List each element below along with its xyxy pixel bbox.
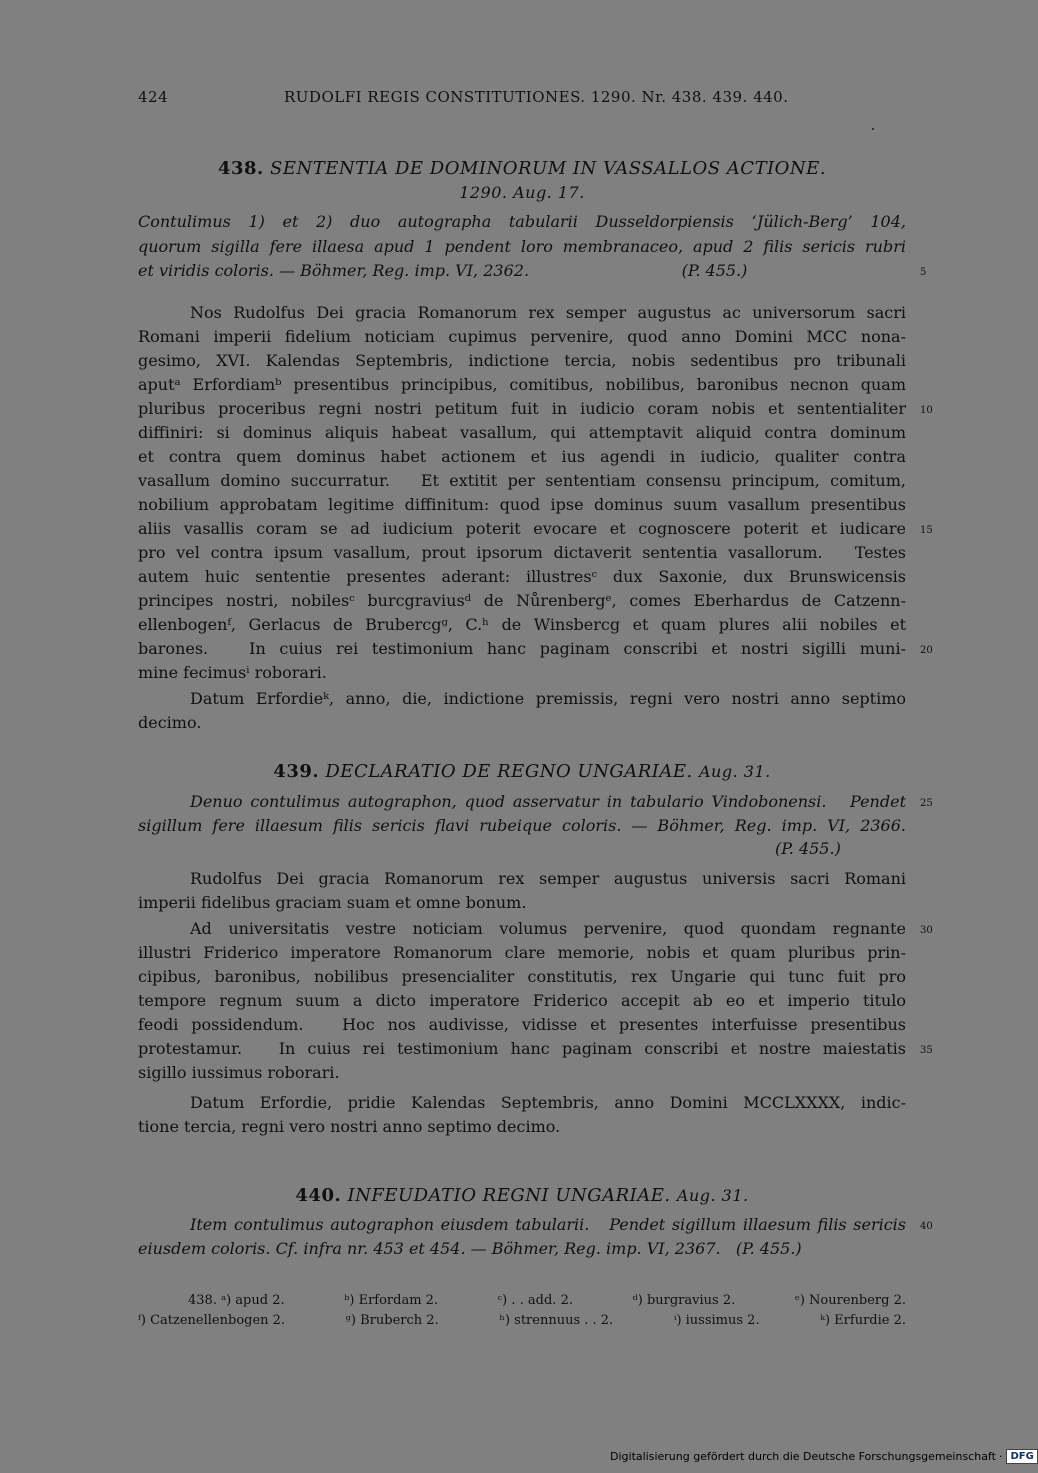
doc-440-date: Aug. 31.: [676, 1186, 749, 1205]
dfg-logo-icon: DFG: [1006, 1449, 1037, 1464]
footnote: ᵍ) Bruberch 2.: [345, 1313, 439, 1328]
doc-438-number: 438.: [217, 158, 264, 179]
credit-text: Digitalisierung gefördert durch die Deutsche Forschungsgemeinschaft: [610, 1450, 996, 1463]
doc-439-body-line: protestamur. In cuius rei testimonium hanc paginam conscribi et nostre maiestatis: [138, 1039, 906, 1058]
footnote: ʰ) strennuus . . 2.: [499, 1313, 614, 1328]
doc-438-body-line: aliis vasallis coram se ad iudicium poterit evocare et cognoscere poterit et iudicare: [138, 519, 906, 538]
doc-438-body-line: ellenbogenᶠ, Gerlacus de Brubercgᵍ, C.ʰ de Winsbercg et quam plures alii nobiles et: [138, 615, 906, 634]
doc-440-heading: INFEUDATIO REGNI UNGARIAE.: [347, 1185, 671, 1206]
doc-439-body-line: Rudolfus Dei gracia Romanorum rex semper augustus universis sacri Romani: [190, 869, 906, 888]
doc-438-datum-line: decimo.: [138, 713, 202, 732]
margin-line-number: 30: [920, 925, 933, 936]
doc-438-title: [138, 157, 906, 181]
footnote: 438. ᵃ) apud 2.: [188, 1293, 285, 1308]
doc-438-body-line: nobilium approbatam legitime diffinitum: quod ipse dominus suum vasallum presentibus: [138, 495, 906, 514]
margin-line-number: 40: [920, 1221, 933, 1232]
doc-438-body-line: aputᵃ Erfordiamᵇ presentibus principibus, comitibus, nobilibus, baronibus necnon quam: [138, 375, 906, 394]
doc-439-body-line: illustri Friderico imperatore Romanorum clare memorie, nobis et quam pluribus prin-: [138, 943, 906, 962]
doc-438-body-line: gesimo, XVI. Kalendas Septembris, indictione tercia, nobis sedentibus pro tribunali: [138, 351, 906, 370]
doc-439-body-line: feodi possidendum. Hoc nos audivisse, vidisse et presentes interfuisse presentibus: [138, 1015, 906, 1034]
margin-line-number: 25: [920, 798, 933, 809]
doc-438-body-line: autem huic sententie presentes aderant: illustresᶜ dux Saxonie, dux Brunswicensis: [138, 567, 906, 586]
doc-438-body-line: barones. In cuius rei testimonium hanc paginam conscribi et nostri sigilli muni-: [138, 639, 906, 658]
doc-438-body-line: pluribus proceribus regni nostri petitum fuit in iudicio coram nobis et sententialiter: [138, 399, 906, 418]
footnote-row: [188, 1292, 906, 1310]
footnote-row: [138, 1312, 906, 1330]
footnote: ᵉ) Nourenberg 2.: [794, 1293, 906, 1308]
doc-439-body-line: tempore regnum suum a dicto imperatore Friderico accepit ab eo et imperio titulo: [138, 991, 906, 1010]
doc-439-intro-line: sigillum fere illaesum filis sericis flavi rubeique coloris. — Böhmer, Reg. imp. VI, 2366.: [138, 816, 906, 835]
footnote: ⁱ) iussimus 2.: [673, 1313, 760, 1328]
doc-440-number: 440.: [295, 1185, 342, 1206]
footnote: ᵇ) Erfordam 2.: [344, 1293, 439, 1308]
doc-439-datum-line: Datum Erfordie, pridie Kalendas Septembris, anno Domini MCCLXXXX, indic-: [190, 1093, 906, 1112]
scan-speck: [872, 128, 874, 130]
doc-440-intro-line: Item contulimus autographon eiusdem tabularii. Pendet sigillum illaesum filis sericis: [190, 1215, 906, 1234]
doc-438-body-line: pro vel contra ipsum vasallum, prout ipsorum dictaverit sententia vasallorum. Testes: [138, 543, 906, 562]
margin-line-number: 10: [920, 405, 933, 416]
running-head: RUDOLFI REGIS CONSTITUTIONES. 1290. Nr. 438. 439. 440.: [284, 88, 789, 106]
doc-439-date: Aug. 31.: [698, 762, 771, 781]
footnote: ᶜ) . . add. 2.: [497, 1293, 573, 1308]
doc-438-datum-line: Datum Erfordieᵏ, anno, die, indictione premissis, regni vero nostri anno septimo: [190, 689, 906, 708]
doc-439-intro-line: Denuo contulimus autographon, quod asservatur in tabulario Vindobonensi. Pendet: [190, 792, 906, 811]
doc-438-body-line: Romani imperii fidelium noticiam cupimus pervenire, quod anno Domini MCC nona-: [138, 327, 906, 346]
digitization-credit: [610, 1449, 1038, 1464]
doc-438-body-line: diffiniri: si dominus aliquis habeat vasallum, qui attemptavit aliquid contra dominum: [138, 423, 906, 442]
doc-438-body-line: principes nostri, nobilesᶜ burcgraviusᵈ de Nůrenbergᵉ, comes Eberhardus de Catzenn-: [138, 591, 906, 610]
credit-separator: ·: [998, 1450, 1003, 1463]
doc-438-intro-line: et viridis coloris. — Böhmer, Reg. imp. VI, 2362. (P. 455.): [138, 261, 748, 280]
doc-439-body-line: sigillo iussimus roborari.: [138, 1063, 340, 1082]
doc-438-body-line: et contra quem dominus habet actionem et ius agendi in iudicio, qualiter contra: [138, 447, 906, 466]
margin-line-number: 20: [920, 645, 933, 656]
page-number: 424: [138, 88, 169, 106]
doc-438-intro-line: quorum sigilla fere illaesa apud 1 pendent loro membranaceo, apud 2 filis sericis rubri: [138, 237, 906, 256]
doc-438-date: 1290. Aug. 17.: [459, 183, 585, 202]
footnote: ᵈ) burgravius 2.: [632, 1293, 736, 1308]
doc-439-body-line: Ad universitatis vestre noticiam volumus pervenire, quod quondam regnante: [190, 919, 906, 938]
doc-438-body-line: Nos Rudolfus Dei gracia Romanorum rex semper augustus ac universorum sacri: [190, 303, 906, 322]
doc-439-title: [138, 760, 906, 784]
doc-438-body-line: vasallum domino succurratur. Et extitit per sententiam consensu principum, comitum,: [138, 471, 906, 490]
doc-439-body-line: cipibus, baronibus, nobilibus presencialiter constitutis, rex Ungarie qui tunc fuit pro: [138, 967, 906, 986]
doc-439-body-line: imperii fidelibus graciam suam et omne bonum.: [138, 893, 527, 912]
doc-438-body-line: mine fecimusⁱ roborari.: [138, 663, 327, 682]
margin-line-number: 5: [920, 267, 927, 278]
doc-439-intro-line: (P. 455.): [775, 839, 841, 858]
margin-line-number: 35: [920, 1045, 933, 1056]
doc-440-title: [138, 1184, 906, 1208]
doc-438-heading: SENTENTIA DE DOMINORUM IN VASSALLOS ACTIONE.: [270, 158, 827, 179]
doc-439-heading: DECLARATIO DE REGNO UNGARIAE.: [325, 761, 693, 782]
footnote: ᶠ) Catzenellenbogen 2.: [138, 1313, 286, 1328]
margin-line-number: 15: [920, 525, 933, 536]
doc-438-intro-line: Contulimus 1) et 2) duo autographa tabularii Dusseldorpiensis ‘Jülich-Berg’ 104,: [138, 212, 906, 231]
doc-439-number: 439.: [273, 761, 320, 782]
doc-440-intro-line: eiusdem coloris. Cf. infra nr. 453 et 454. — Böhmer, Reg. imp. VI, 2367. (P. 455.): [138, 1239, 802, 1258]
doc-439-datum-line: tione tercia, regni vero nostri anno septimo decimo.: [138, 1117, 561, 1136]
footnote: ᵏ) Erfurdie 2.: [820, 1313, 906, 1328]
